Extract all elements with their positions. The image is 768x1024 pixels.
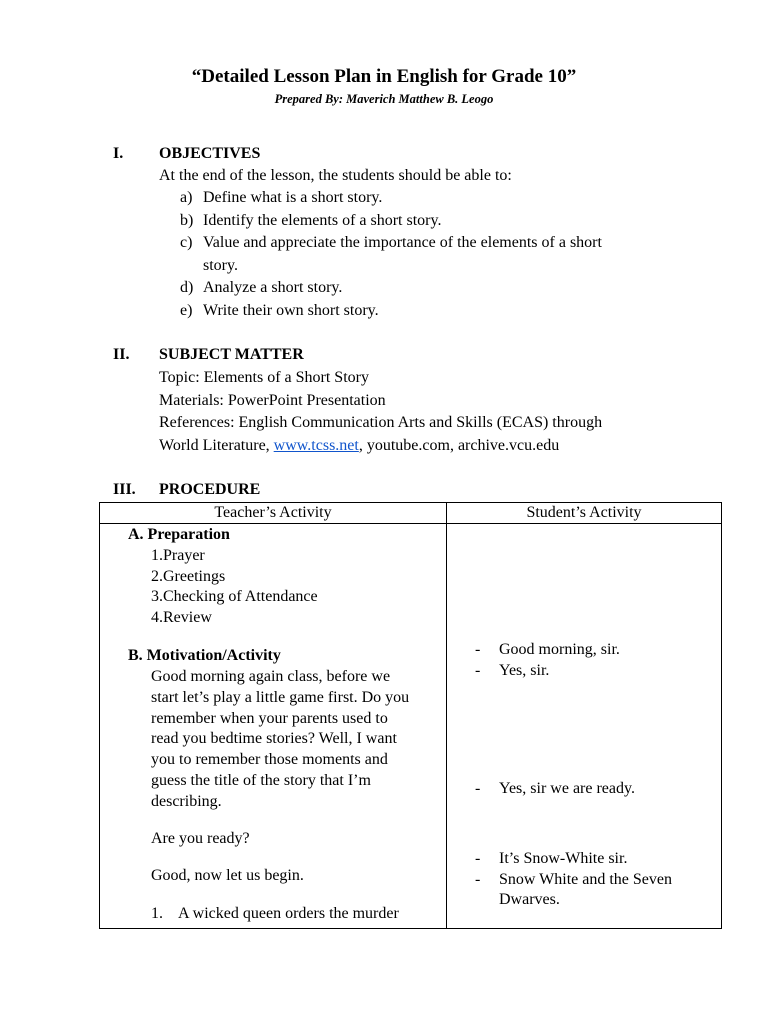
section-heading-procedure: PROCEDURE <box>159 481 261 498</box>
response-text: Good morning, sir. <box>499 641 620 658</box>
objective-item <box>180 232 602 254</box>
preparation-item: 1.Prayer <box>151 547 205 564</box>
student-activity-header: Student’s Activity <box>447 503 722 524</box>
response-text: Yes, sir. <box>499 662 550 679</box>
preparation-heading: A. Preparation <box>128 526 230 543</box>
student-response <box>475 661 549 682</box>
student-activity-cell <box>447 524 722 929</box>
document-title: “Detailed Lesson Plan in English for Grade 10” <box>191 66 577 87</box>
student-response <box>475 870 672 891</box>
teacher-activity-header: Teacher’s Activity <box>100 503 447 524</box>
game-item-number: 1. <box>151 905 163 922</box>
section-numeral-subject-matter: II. <box>113 346 130 363</box>
student-response <box>475 640 620 661</box>
objective-item <box>180 300 379 322</box>
motivation-line: read you bedtime stories? Well, I want <box>151 730 397 747</box>
game-item <box>151 904 399 925</box>
section-numeral-objectives: I. <box>113 145 124 162</box>
objective-item <box>180 210 441 232</box>
objective-item <box>180 187 382 209</box>
objective-text: Write their own short story. <box>203 302 379 319</box>
objective-item <box>180 277 342 299</box>
motivation-line: you to remember those moments and <box>151 751 388 768</box>
objectives-intro: At the end of the lesson, the students should be able to: <box>159 167 512 184</box>
begin-line: Good, now let us begin. <box>151 867 304 884</box>
references-suffix: , youtube.com, archive.vcu.edu <box>358 437 560 454</box>
response-text: Yes, sir we are ready. <box>499 780 635 797</box>
response-dash: - <box>475 850 481 867</box>
ready-question: Are you ready? <box>151 830 250 847</box>
reference-link[interactable]: www.tcss.net <box>273 437 359 454</box>
objective-label: a) <box>180 189 193 206</box>
table-header-row <box>100 503 722 524</box>
objective-text: Value and appreciate the importance of the elements of a short <box>203 234 602 251</box>
student-response <box>475 779 635 800</box>
objective-text: Identify the elements of a short story. <box>203 212 442 229</box>
subject-references: References: English Communication Arts and Skills (ECAS) through <box>159 414 603 431</box>
motivation-heading: B. Motivation/Activity <box>128 647 281 664</box>
response-text: It’s Snow-White sir. <box>499 850 628 867</box>
objective-text: Define what is a short story. <box>203 189 383 206</box>
motivation-line: describing. <box>151 793 222 810</box>
references-prefix: World Literature, <box>159 437 274 454</box>
motivation-line: guess the title of the story that I’m <box>151 772 371 789</box>
subject-topic: Topic: Elements of a Short Story <box>159 369 369 386</box>
section-numeral-procedure: III. <box>113 481 136 498</box>
response-dash: - <box>475 641 481 658</box>
procedure-table <box>99 502 722 929</box>
motivation-line: Good morning again class, before we <box>151 668 391 685</box>
preparation-item: 3.Checking of Attendance <box>151 588 318 605</box>
preparation-item: 2.Greetings <box>151 568 226 585</box>
response-dash: - <box>475 780 481 797</box>
response-text: Snow White and the Seven <box>499 871 673 888</box>
teacher-activity-cell <box>100 524 447 929</box>
objective-text: Analyze a short story. <box>203 279 343 296</box>
subject-references-continued <box>159 435 559 457</box>
response-text-continued: Dwarves. <box>499 891 560 908</box>
section-heading-objectives: OBJECTIVES <box>159 145 261 162</box>
game-item-text: A wicked queen orders the murder <box>178 905 399 922</box>
preparation-item: 4.Review <box>151 609 212 626</box>
objective-text-continued: story. <box>203 257 238 274</box>
table-row <box>100 524 722 929</box>
objective-label: c) <box>180 234 193 251</box>
response-dash: - <box>475 662 481 679</box>
section-heading-subject-matter: SUBJECT MATTER <box>159 346 304 363</box>
objective-label: e) <box>180 302 193 319</box>
response-dash: - <box>475 871 481 888</box>
motivation-line: remember when your parents used to <box>151 710 388 727</box>
prepared-by: Prepared By: Maverich Matthew B. Leogo <box>274 92 494 106</box>
student-response <box>475 849 627 870</box>
motivation-line: start let’s play a little game first. Do you <box>151 689 410 706</box>
objective-label: b) <box>180 212 194 229</box>
objective-label: d) <box>180 279 194 296</box>
subject-materials: Materials: PowerPoint Presentation <box>159 392 386 409</box>
